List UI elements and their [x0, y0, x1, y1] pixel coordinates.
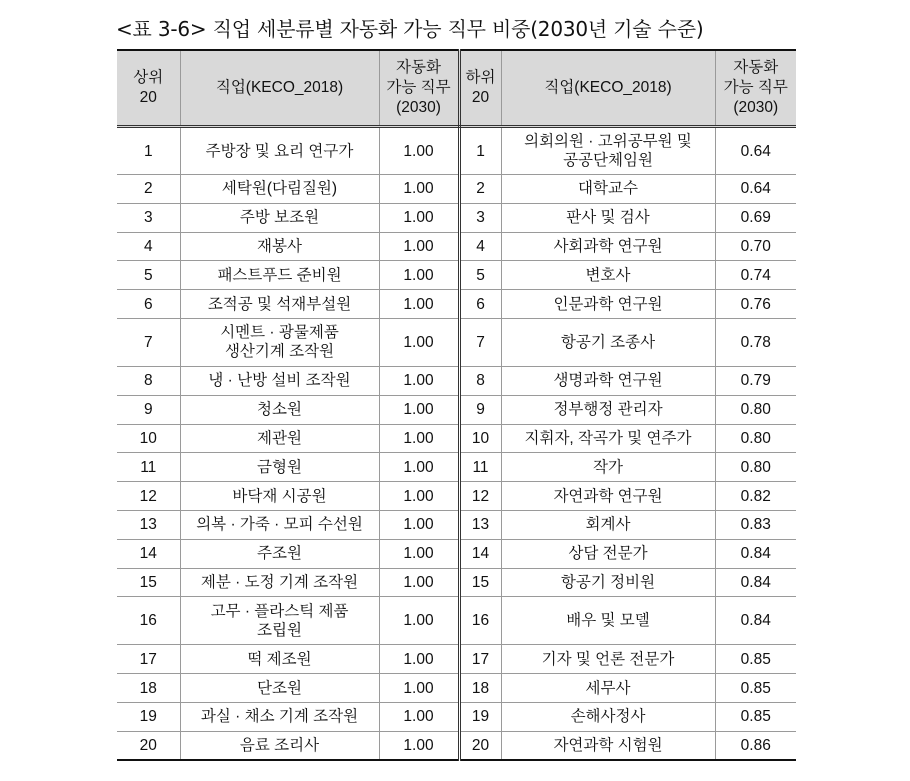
left-rank-cell: 4: [117, 232, 180, 261]
left-job-cell-line: 냉 · 난방 설비 조작원: [208, 372, 351, 390]
right-job-cell-line: 생명과학 연구원: [553, 372, 663, 390]
left-job-cell: [180, 175, 379, 204]
table-row: [117, 127, 796, 175]
right-value-cell: 0.78: [715, 318, 796, 366]
table-row: [117, 702, 796, 731]
left-job-cell: [180, 645, 379, 674]
header-right-job: 직업(KECO_2018): [501, 50, 715, 127]
right-job-cell-line: 회계사: [585, 516, 631, 534]
right-rank-cell: 5: [459, 261, 501, 290]
right-job-cell-line: 항공기 조종사: [560, 333, 656, 351]
right-job-cell: [501, 318, 715, 366]
left-value-cell: 1.00: [379, 702, 459, 731]
left-job-cell: [180, 482, 379, 511]
left-value-cell: 1.00: [379, 424, 459, 453]
right-rank-cell: 3: [459, 203, 501, 232]
left-job-cell: [180, 203, 379, 232]
left-job-cell: [180, 453, 379, 482]
table-row: [117, 731, 796, 760]
right-job-cell: [501, 232, 715, 261]
right-rank-cell: 11: [459, 453, 501, 482]
header-left-rank-line2: 20: [139, 89, 157, 106]
left-value-cell: 1.00: [379, 175, 459, 204]
right-job-cell: [501, 395, 715, 424]
right-job-cell: [501, 568, 715, 597]
left-rank-cell: 15: [117, 568, 180, 597]
table-header-row: [117, 50, 796, 127]
right-job-cell-line: 상담 전문가: [568, 545, 648, 563]
right-rank-cell: 17: [459, 645, 501, 674]
right-job-cell: [501, 175, 715, 204]
left-rank-cell: 6: [117, 290, 180, 319]
right-job-cell-line: 항공기 정비원: [560, 573, 656, 591]
left-rank-cell: 17: [117, 645, 180, 674]
table-row: [117, 175, 796, 204]
table-row: [117, 318, 796, 366]
right-job-cell-line: 공공단체임원: [563, 152, 653, 169]
left-value-cell: 1.00: [379, 203, 459, 232]
right-value-cell: 0.69: [715, 203, 796, 232]
table-row: [117, 539, 796, 568]
table-row: [117, 203, 796, 232]
right-job-cell: [501, 482, 715, 511]
left-rank-cell: 7: [117, 318, 180, 366]
left-rank-cell: 5: [117, 261, 180, 290]
left-job-cell-line: 주조원: [257, 545, 302, 563]
left-job-cell-line: 바닥재 시공원: [232, 487, 327, 505]
right-job-cell-line: 기자 및 언론 전문가: [541, 650, 675, 668]
right-job-cell: [501, 597, 715, 645]
left-job-cell: [180, 597, 379, 645]
right-job-cell-line: 의회의원 · 고위공무원 및: [524, 133, 692, 150]
right-job-cell-line: 자연과학 시험원: [553, 736, 663, 754]
right-job-cell-line: 배우 및 모델: [566, 612, 650, 630]
left-value-cell: 1.00: [379, 261, 459, 290]
right-job-cell: [501, 366, 715, 395]
right-job-cell-line: 지휘자, 작곡가 및 연주가: [524, 429, 692, 447]
table-row: [117, 366, 796, 395]
left-job-cell: [180, 539, 379, 568]
right-job-cell-line: 인문과학 연구원: [553, 295, 663, 313]
left-rank-cell: 11: [117, 453, 180, 482]
left-job-cell-line: 금형원: [257, 458, 302, 476]
table-row: [117, 395, 796, 424]
left-rank-cell: 10: [117, 424, 180, 453]
left-job-cell-line: 주방 보조원: [239, 209, 320, 227]
right-rank-cell: 2: [459, 175, 501, 204]
left-job-cell: [180, 424, 379, 453]
left-job-cell-line: 청소원: [257, 401, 302, 419]
right-value-cell: 0.86: [715, 731, 796, 760]
header-right-value-line3: (2030): [733, 99, 779, 116]
right-value-cell: 0.84: [715, 568, 796, 597]
table-row: [117, 290, 796, 319]
left-value-cell: 1.00: [379, 568, 459, 597]
right-job-cell-line: 세무사: [585, 679, 631, 697]
right-job-cell-line: 대학교수: [578, 180, 638, 198]
left-job-cell-line: 의복 · 가죽 · 모피 수선원: [196, 516, 363, 534]
header-left-value-line1: 자동화: [396, 59, 441, 76]
left-value-cell: 1.00: [379, 290, 459, 319]
right-value-cell: 0.70: [715, 232, 796, 261]
left-rank-cell: 14: [117, 539, 180, 568]
left-value-cell: 1.00: [379, 645, 459, 674]
left-rank-cell: 13: [117, 510, 180, 539]
left-value-cell: 1.00: [379, 366, 459, 395]
right-rank-cell: 6: [459, 290, 501, 319]
left-value-cell: 1.00: [379, 597, 459, 645]
left-job-cell-line: 주방장 및 요리 연구가: [205, 142, 354, 160]
left-job-cell-line: 시멘트 · 광물제품: [220, 324, 339, 342]
right-value-cell: 0.79: [715, 366, 796, 395]
table-row: [117, 424, 796, 453]
header-right-rank: [459, 50, 501, 127]
left-rank-cell: 16: [117, 597, 180, 645]
right-job-cell-line: 자연과학 연구원: [553, 487, 663, 505]
left-job-cell: [180, 510, 379, 539]
left-job-cell-line: 패스트푸드 준비원: [217, 266, 342, 284]
left-value-cell: 1.00: [379, 674, 459, 703]
table-row: [117, 674, 796, 703]
left-value-cell: 1.00: [379, 539, 459, 568]
left-job-cell: [180, 366, 379, 395]
right-job-cell-line: 작가: [593, 458, 623, 476]
left-job-cell: [180, 702, 379, 731]
left-value-cell: 1.00: [379, 510, 459, 539]
left-value-cell: 1.00: [379, 482, 459, 511]
left-job-cell-line: 제관원: [257, 429, 302, 447]
left-rank-cell: 3: [117, 203, 180, 232]
table-row: [117, 482, 796, 511]
left-job-cell-line: 세탁원(다림질원): [221, 180, 338, 198]
right-value-cell: 0.76: [715, 290, 796, 319]
right-rank-cell: 1: [459, 127, 501, 175]
header-left-value-line2: 가능 직무: [386, 79, 451, 96]
left-job-cell: [180, 127, 379, 175]
right-job-cell-line: 판사 및 검사: [566, 209, 650, 227]
left-job-cell-line: 조적공 및 석재부설원: [207, 295, 352, 313]
left-rank-cell: 1: [117, 127, 180, 175]
right-value-cell: 0.83: [715, 510, 796, 539]
right-job-cell: [501, 674, 715, 703]
right-job-cell: [501, 539, 715, 568]
right-rank-cell: 8: [459, 366, 501, 395]
right-job-cell: [501, 261, 715, 290]
right-job-cell: [501, 453, 715, 482]
left-value-cell: 1.00: [379, 232, 459, 261]
header-right-rank-line1: 하위: [465, 69, 496, 86]
right-rank-cell: 16: [459, 597, 501, 645]
right-job-cell-line: 정부행정 관리자: [553, 401, 663, 419]
left-rank-cell: 12: [117, 482, 180, 511]
right-rank-cell: 10: [459, 424, 501, 453]
right-value-cell: 0.80: [715, 424, 796, 453]
left-job-cell: [180, 232, 379, 261]
left-rank-cell: 9: [117, 395, 180, 424]
right-job-cell: [501, 127, 715, 175]
left-rank-cell: 19: [117, 702, 180, 731]
left-value-cell: 1.00: [379, 453, 459, 482]
left-value-cell: 1.00: [379, 127, 459, 175]
right-rank-cell: 9: [459, 395, 501, 424]
right-value-cell: 0.80: [715, 395, 796, 424]
right-value-cell: 0.85: [715, 702, 796, 731]
left-job-cell-line: 단조원: [257, 679, 302, 697]
left-job-cell: [180, 568, 379, 597]
left-value-cell: 1.00: [379, 318, 459, 366]
table-row: [117, 510, 796, 539]
right-rank-cell: 15: [459, 568, 501, 597]
left-job-cell: [180, 395, 379, 424]
right-rank-cell: 20: [459, 731, 501, 760]
right-value-cell: 0.64: [715, 175, 796, 204]
header-left-value: [379, 50, 459, 127]
left-job-cell: [180, 290, 379, 319]
right-job-cell: [501, 424, 715, 453]
left-job-cell-line: 제분 · 도정 기계 조작원: [200, 573, 359, 591]
left-rank-cell: 2: [117, 175, 180, 204]
header-left-rank-line1: 상위: [133, 69, 164, 86]
right-rank-cell: 18: [459, 674, 501, 703]
header-left-rank: [117, 50, 180, 127]
right-rank-cell: 19: [459, 702, 501, 731]
left-job-cell: [180, 318, 379, 366]
table-caption: <표 3-6> 직업 세분류별 자동화 가능 직무 비중(2030년 기술 수준): [116, 17, 704, 41]
right-job-cell: [501, 702, 715, 731]
right-job-cell-line: 사회과학 연구원: [553, 237, 663, 255]
left-job-cell-line: 조립원: [257, 621, 302, 639]
left-rank-cell: 18: [117, 674, 180, 703]
table-row: [117, 597, 796, 645]
right-job-cell-line: 변호사: [585, 266, 631, 284]
table-row: [117, 232, 796, 261]
right-rank-cell: 12: [459, 482, 501, 511]
left-job-cell-line: 고무 · 플라스틱 제품: [210, 602, 349, 620]
right-value-cell: 0.84: [715, 597, 796, 645]
right-rank-cell: 14: [459, 539, 501, 568]
right-value-cell: 0.80: [715, 453, 796, 482]
right-job-cell: [501, 290, 715, 319]
left-job-cell: [180, 261, 379, 290]
left-rank-cell: 8: [117, 366, 180, 395]
right-rank-cell: 7: [459, 318, 501, 366]
right-value-cell: 0.84: [715, 539, 796, 568]
right-value-cell: 0.82: [715, 482, 796, 511]
left-job-cell-line: 음료 조리사: [239, 736, 320, 754]
right-job-cell: [501, 203, 715, 232]
left-value-cell: 1.00: [379, 395, 459, 424]
table-row: [117, 568, 796, 597]
right-rank-cell: 4: [459, 232, 501, 261]
right-rank-cell: 13: [459, 510, 501, 539]
table-row: [117, 261, 796, 290]
table-body: [117, 127, 796, 761]
right-job-cell: [501, 645, 715, 674]
header-right-value: [715, 50, 796, 127]
header-right-value-line2: 가능 직무: [723, 79, 788, 96]
right-value-cell: 0.64: [715, 127, 796, 175]
left-value-cell: 1.00: [379, 731, 459, 760]
left-job-cell-line: 생산기계 조작원: [224, 343, 335, 361]
left-job-cell-line: 과실 · 채소 기계 조작원: [200, 708, 359, 726]
right-job-cell-line: 손해사정사: [570, 708, 646, 726]
header-right-rank-line2: 20: [471, 89, 490, 106]
right-job-cell: [501, 731, 715, 760]
header-right-value-line1: 자동화: [733, 59, 779, 76]
header-left-job: 직업(KECO_2018): [180, 50, 379, 127]
header-left-value-line3: (2030): [396, 99, 441, 116]
left-rank-cell: 20: [117, 731, 180, 760]
left-job-cell-line: 재봉사: [257, 237, 302, 255]
left-job-cell: [180, 731, 379, 760]
right-value-cell: 0.85: [715, 674, 796, 703]
table-row: [117, 453, 796, 482]
table-row: [117, 645, 796, 674]
left-job-cell-line: 떡 제조원: [247, 650, 312, 668]
right-job-cell: [501, 510, 715, 539]
left-job-cell: [180, 674, 379, 703]
automation-ratio-table: [117, 49, 796, 761]
right-value-cell: 0.85: [715, 645, 796, 674]
right-value-cell: 0.74: [715, 261, 796, 290]
